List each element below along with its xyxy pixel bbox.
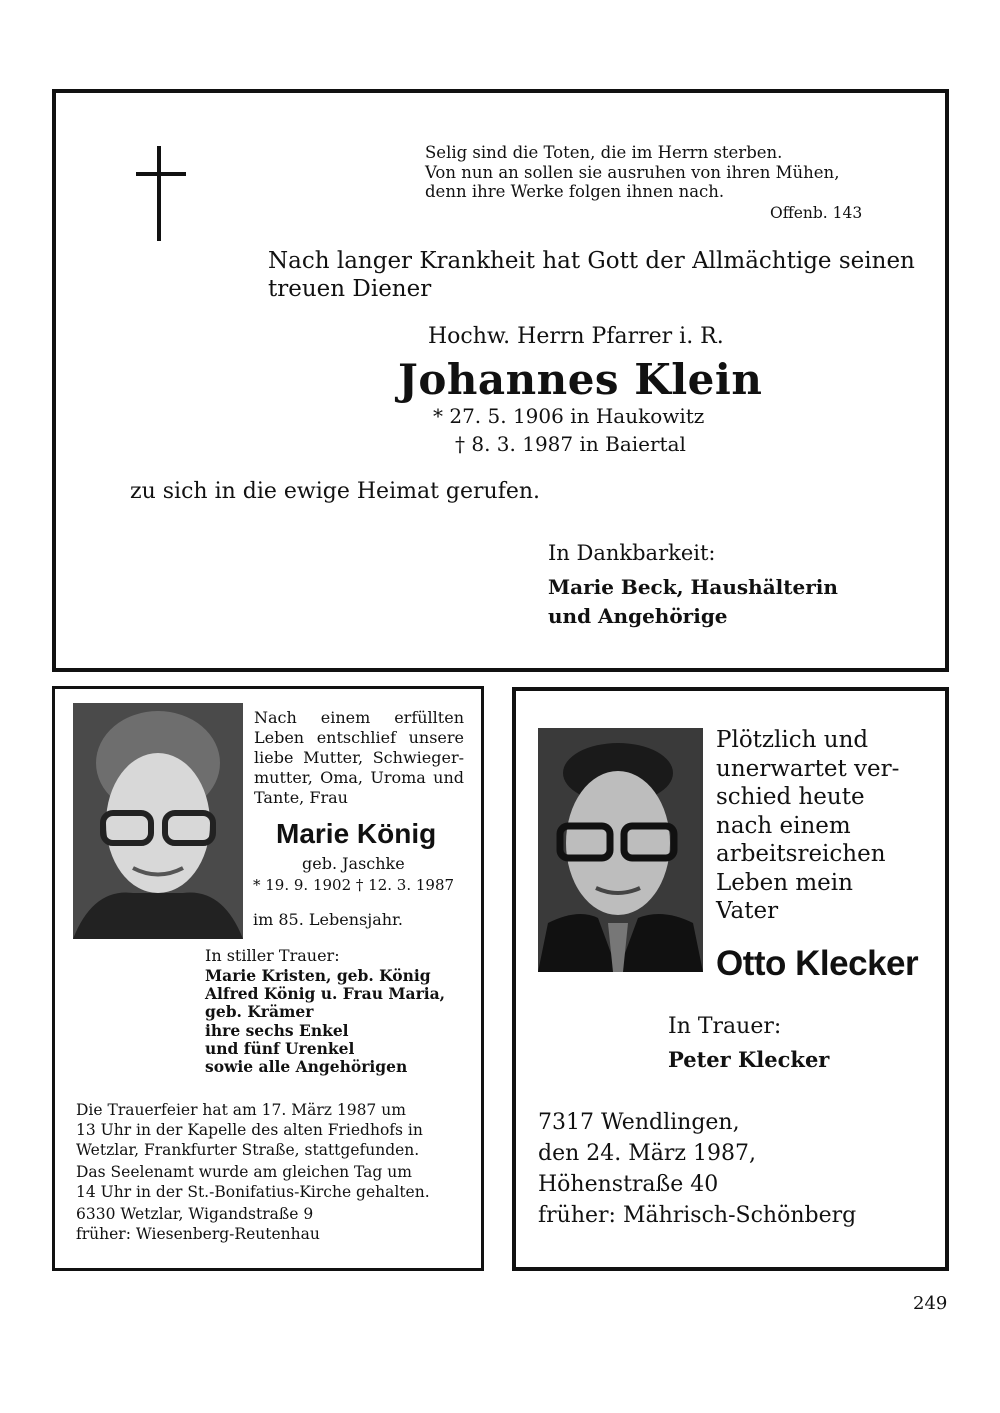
deceased-name: Marie König bbox=[276, 818, 437, 849]
address-block bbox=[538, 1107, 856, 1231]
verse-line: Von nun an sollen sie ausruhen von ihren Mühen, bbox=[425, 162, 840, 182]
portrait-photo-woman bbox=[73, 703, 243, 939]
note-line: früher: Wiesenberg-Reutenhau bbox=[76, 1225, 320, 1243]
age-text: im 85. Lebensjahr. bbox=[253, 910, 404, 929]
mourner-line: Marie Kristen, geb. König bbox=[205, 966, 431, 985]
honorific-title: Hochw. Herrn Pfarrer i. R. bbox=[428, 324, 724, 349]
funeral-notes bbox=[76, 1100, 430, 1244]
intro-line: Vater bbox=[716, 898, 779, 924]
intro-text: Nach einem erfüllten Leben entschlief unsere liebe Mutter, Schwieger-mutter, Oma, Uroma und Tante, Frau bbox=[254, 708, 464, 807]
mourner-line: sowie alle Angehörigen bbox=[205, 1057, 408, 1077]
intro-line: arbeitsreichen bbox=[716, 841, 886, 867]
mourners-list bbox=[205, 967, 445, 1076]
intro-line: Leben mein bbox=[716, 869, 853, 896]
outro-text: zu sich in die ewige Heimat gerufen. bbox=[130, 479, 541, 504]
address-line: den 24. März 1987, bbox=[538, 1141, 756, 1166]
address-line: Höhenstraße 40 bbox=[538, 1172, 719, 1197]
bible-verse bbox=[425, 143, 839, 202]
note-line: 6330 Wetzlar, Wigandstraße 9 bbox=[76, 1205, 314, 1223]
note-line: 14 Uhr in der St.-Bonifatius-Kirche gehalten. bbox=[76, 1183, 430, 1201]
thanks-signers bbox=[548, 573, 838, 631]
note-line: Die Trauerfeier hat am 17. März 1987 um bbox=[76, 1101, 406, 1119]
deceased-name: Otto Klecker bbox=[716, 944, 919, 983]
mourning-label: In Trauer: bbox=[668, 1014, 782, 1039]
note-line: Das Seelenamt wurde am gleichen Tag um bbox=[76, 1163, 412, 1181]
intro-text bbox=[716, 726, 899, 926]
birth-name: geb. Jaschke bbox=[302, 854, 405, 873]
intro-line: schied heute bbox=[716, 784, 865, 810]
signer-line: Marie Beck, Haushälterin bbox=[548, 575, 838, 599]
intro-line: treuen Diener bbox=[268, 276, 432, 302]
page-number: 249 bbox=[913, 1293, 948, 1314]
intro-line: Nach langer Krankheit hat Gott der Allmächtige seinen bbox=[268, 248, 915, 274]
verse-reference: Offenb. 143 bbox=[770, 204, 863, 222]
signer-name: Peter Klecker bbox=[668, 1047, 830, 1072]
note-line: Wetzlar, Frankfurter Straße, stattgefunden. bbox=[76, 1141, 420, 1159]
verse-line: Selig sind die Toten, die im Herrn sterben. bbox=[425, 143, 783, 162]
life-dates: * 19. 9. 1902 † 12. 3. 1987 bbox=[253, 876, 455, 894]
mourner-line: ihre sechs Enkel bbox=[205, 1020, 349, 1040]
intro-text bbox=[268, 247, 915, 303]
mourning-label: In stiller Trauer: bbox=[205, 946, 340, 965]
note-line: 13 Uhr in der Kapelle des alten Friedhofs in bbox=[76, 1121, 423, 1139]
mourner-line: Alfred König u. Frau Maria, bbox=[205, 984, 446, 1004]
birth-date: * 27. 5. 1906 in Haukowitz bbox=[433, 404, 705, 428]
signer-line: und Angehörige bbox=[548, 604, 728, 628]
verse-line: denn ihre Werke folgen ihnen nach. bbox=[425, 182, 725, 201]
portrait-photo-man bbox=[538, 728, 703, 972]
intro-line: Plötzlich und bbox=[716, 727, 869, 753]
mourner-line: geb. Krämer bbox=[205, 1002, 314, 1022]
intro-line: nach einem bbox=[716, 812, 851, 839]
address-line: früher: Mährisch-Schönberg bbox=[538, 1203, 857, 1228]
life-dates bbox=[433, 402, 704, 458]
mourner-line: und fünf Urenkel bbox=[205, 1038, 355, 1058]
thanks-label: In Dankbarkeit: bbox=[548, 541, 716, 565]
intro-line: unerwartet ver- bbox=[716, 755, 900, 782]
deceased-name: Johannes Klein bbox=[398, 355, 763, 404]
address-line: 7317 Wendlingen, bbox=[538, 1110, 740, 1135]
death-date: † 8. 3. 1987 in Baiertal bbox=[455, 432, 686, 456]
